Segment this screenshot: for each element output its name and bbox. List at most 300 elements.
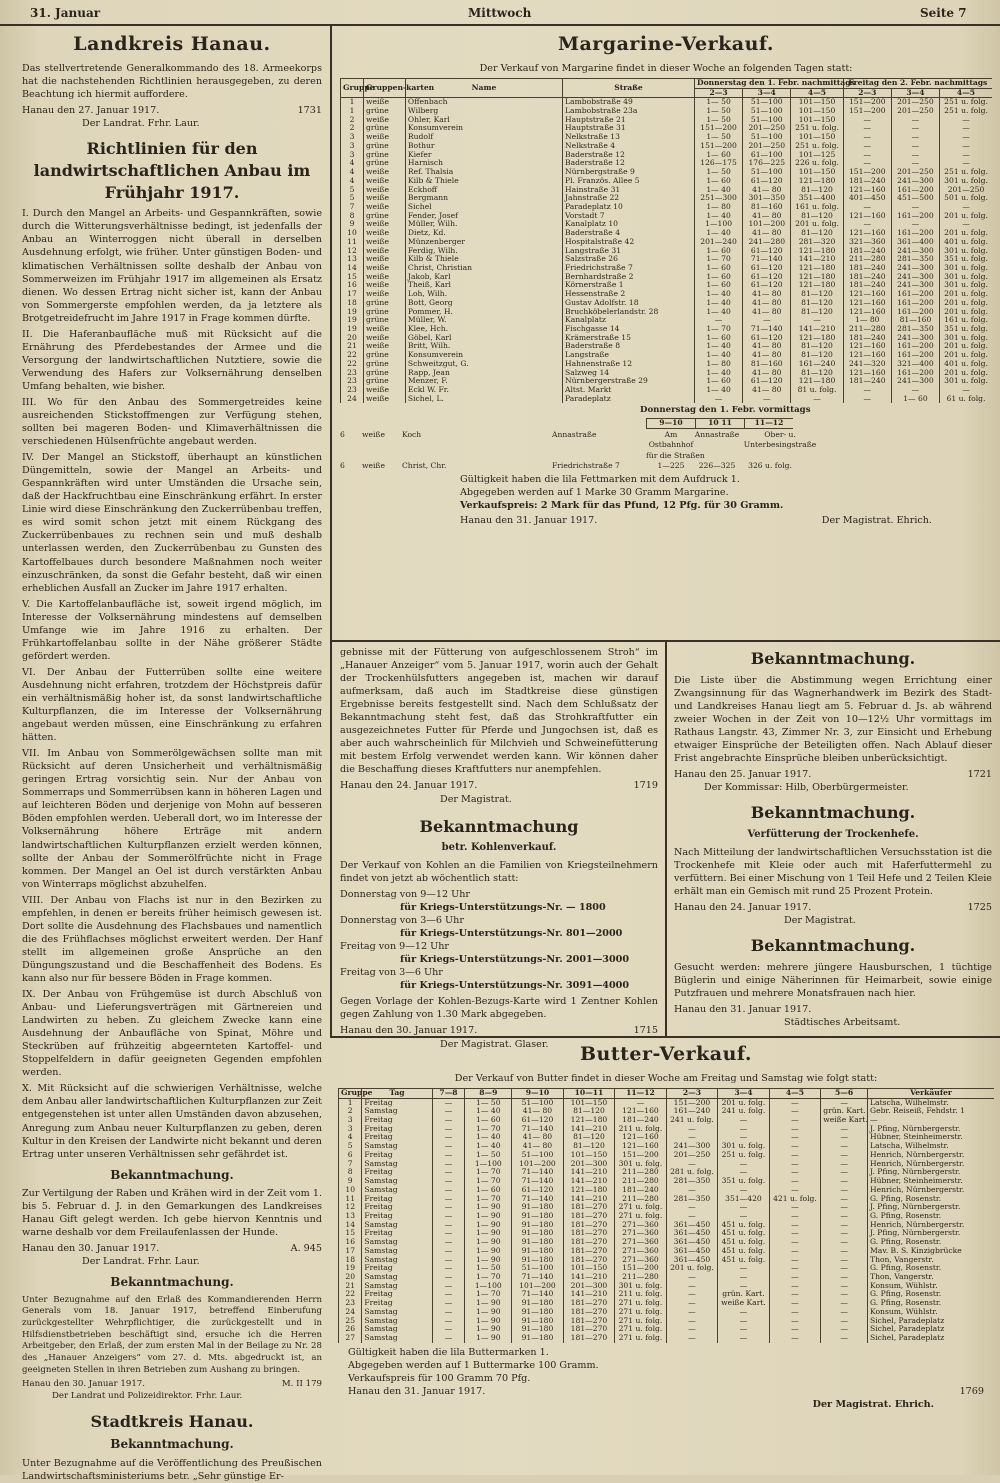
margarine-cell: Hauptstraße 31 (563, 124, 695, 133)
margarine-cell: Baderstraße 12 (563, 151, 695, 160)
kohlen-line-1 (340, 888, 658, 914)
stadtkreis-title: Stadtkreis Hanau. (90, 1411, 254, 1431)
butter-cell: — (432, 1264, 465, 1273)
margarine-cell: 3 (341, 151, 364, 160)
butter-cell: — (769, 1142, 821, 1151)
margarine-cell: grüne (364, 107, 406, 116)
butter-cell: 1— 70 (465, 1177, 512, 1186)
butter-cell: 61—120 (512, 1116, 564, 1125)
butter-cell: — (432, 1221, 465, 1230)
margarine-cell: 41— 80 (743, 212, 791, 221)
margarine-cell: 3 (341, 133, 364, 142)
margarine-cell: weiße (364, 334, 406, 343)
butter-cell: 10 (339, 1186, 362, 1195)
butter-cell: — (769, 1160, 821, 1169)
landkreis-text: Das stellvertretende Generalkommando des 18. Armeekorps hat die nachstehenden Richtlinien herausgegeben, zu deren Beachtung ich hiermit auffordere. (22, 62, 322, 100)
butter-cell: Konsum, Wühlstr. (868, 1282, 994, 1291)
margarine-cell: Nelkstraße 13 (563, 133, 695, 142)
margarine-cell: Hauptstraße 21 (563, 116, 695, 125)
margarine-cell: — (891, 151, 939, 160)
margarine-cell: Menzer, F. (405, 377, 562, 386)
margarine-cell: weiße (364, 264, 406, 273)
butter-cell: 301 u. folg. (615, 1160, 667, 1169)
margarine-cell: — (843, 142, 891, 151)
butter-cell: 271 u. folg. (615, 1299, 667, 1308)
tm-strasse: Annastraße (552, 429, 597, 439)
butter-row (339, 1107, 995, 1116)
margarine-cell: 181—240 (843, 281, 891, 290)
guideline-title: Richtlinien für den landwirtschaftlichen Anbau im Frühjahr 1917. (33, 139, 311, 202)
margarine-cell: 201 u. folg. (940, 299, 992, 308)
butter-cell: Henrich, Nürnbergerstr. (868, 1160, 994, 1169)
butter-cell: 181—270 (563, 1221, 615, 1230)
margarine-cell: 201 u. folg. (940, 342, 992, 351)
butter-cell: 101—200 (512, 1282, 564, 1291)
margarine-cell: 361—400 (891, 238, 939, 247)
margarine-cell: 81—120 (791, 186, 843, 195)
margarine-head-name: Name (405, 78, 562, 97)
margarine-cell: 211—280 (843, 325, 891, 334)
butter-cell: 1— 90 (465, 1203, 512, 1212)
butter-cell: — (718, 1160, 770, 1169)
margarine-cell: 161—200 (891, 212, 939, 221)
butter-cell: — (432, 1203, 465, 1212)
butter-cell: 301 u. folg. (615, 1282, 667, 1291)
margarine-cell: 41— 80 (743, 290, 791, 299)
kohlen-line-4-range: für Kriegs-Unterstützungs-Nr. 3091—4000 (400, 980, 630, 992)
margarine-cell: 151—200 (843, 98, 891, 107)
margarine-cell: 161 u. folg. (940, 316, 992, 325)
margarine-cell: grüne (364, 316, 406, 325)
margarine-sub-f3: 4—5 (940, 88, 992, 98)
butter-cell: — (718, 1203, 770, 1212)
margarine-cell: 201 u. folg. (940, 369, 992, 378)
butter-cell: 351 u. folg. (718, 1177, 770, 1186)
butter-cell: — (821, 1282, 868, 1291)
butter-cell: G. Pfing, Rosenstr. (868, 1238, 994, 1247)
butter-header-cell: 11—12 (615, 1088, 667, 1098)
margarine-cell: weiße (364, 186, 406, 195)
margarine-cell: 41— 80 (743, 308, 791, 317)
arbeitsamt-date: Hanau den 31. Januar 1917. (674, 1003, 812, 1015)
butter-cell: — (432, 1125, 465, 1134)
butter-cell: 151—200 (666, 1098, 718, 1107)
butter-number: 1769 (959, 1385, 984, 1397)
wagner-date: Hanau den 25. Januar 1917. (674, 769, 812, 781)
butter-cell: 1— 90 (465, 1299, 512, 1308)
butter-cell: 61—120 (512, 1186, 564, 1195)
margarine-cell: weiße (364, 98, 406, 107)
butter-cell: — (821, 1142, 868, 1151)
margarine-cell: grüne (364, 369, 406, 378)
tm-gruppe: 6 (340, 429, 345, 439)
margarine-cell: Paradeplatz 10 (563, 203, 695, 212)
margarine-cell: weiße (364, 238, 406, 247)
butter-cell: 251 u. folg. (718, 1151, 770, 1160)
butter-cell: 26 (339, 1325, 362, 1334)
tm2-gruppe: 6 (340, 460, 345, 470)
margarine-cell: 226 u. folg. (791, 159, 843, 168)
margarine-cell: 1— 80 (843, 316, 891, 325)
margarine-cell: weiße (364, 133, 406, 142)
margarine-cell: 13 (341, 255, 364, 264)
butter-cell: — (432, 1282, 465, 1291)
butter-cell: Samstag (362, 1247, 432, 1256)
butter-cell: — (432, 1273, 465, 1282)
margarine-cell: 1— 40 (694, 351, 742, 360)
butter-cell: — (718, 1125, 770, 1134)
margarine-abgabe: Abgegeben werden auf 1 Marke 30 Gramm Margarine. (460, 487, 729, 499)
butter-cell: G. Pfing, Rosenstr. (868, 1195, 994, 1204)
butter-cell: 241 u. folg. (718, 1107, 770, 1116)
butter-cell: 271 u. folg. (615, 1203, 667, 1212)
margarine-cell: weiße (364, 386, 406, 395)
margarine-cell: 1— 40 (694, 386, 742, 395)
butter-cell: 271—360 (615, 1247, 667, 1256)
margarine-cell: Kanalplatz 10 (563, 220, 695, 229)
butter-cell: — (769, 1256, 821, 1265)
margarine-cell: 141—210 (791, 255, 843, 264)
butter-header-cell: 5—6 (821, 1088, 868, 1098)
butter-cell: 71—140 (512, 1125, 564, 1134)
margarine-cell: — (791, 395, 843, 404)
butter-cell: 16 (339, 1238, 362, 1247)
stadtkreis-subtitle: Bekanntmachung. (110, 1437, 234, 1452)
margarine-cell: Harnisch (405, 159, 562, 168)
butter-cell: — (432, 1256, 465, 1265)
margarine-cell: 61—100 (743, 151, 791, 160)
margarine-cell: 1— 40 (694, 369, 742, 378)
butter-cell: 271 u. folg. (615, 1212, 667, 1221)
butter-cell: — (769, 1116, 821, 1125)
butter-cell: Samstag (362, 1282, 432, 1291)
butter-cell: G. Pfing, Rosenstr. (868, 1299, 994, 1308)
tm-name: Koch (402, 429, 422, 439)
guideline-item-7: VII. Im Anbau von Sommerölgewächsen sollte man mit Rücksicht auf deren Unsicherheit und verhältnismäßig geringen Ertrag vorsichtig sein. Nur der Anbau von Sommerraps und Sommerrübsen kann in höheren Lagen und auf leichteren Böden und derjenige von Mohn auf besseren Böden empfohlen werden. Ueberall dort, wo im Interesse der Volksernährung höhere Erträge mit andern landwirtschaftlichen Kulturpflanzen erzielt werden können, sollte der Anbau der Sommerölfrüchte nicht in Frage kommen. Der Mangel an Oel ist durch verstärkten Anbau von Winterraps möglichst abzuhelfen. (22, 748, 322, 890)
margarine-cell: 211—280 (843, 255, 891, 264)
margarine-cell: 18 (341, 299, 364, 308)
butter-cell: 271 u. folg. (615, 1317, 667, 1326)
margarine-cell: 1— 60 (694, 281, 742, 290)
margarine-cell: 1—100 (694, 220, 742, 229)
butter-cell: 1— 70 (465, 1273, 512, 1282)
margarine-cell: 61—120 (743, 247, 791, 256)
butter-cell: 181—270 (563, 1203, 615, 1212)
einberufung-number: M. II 179 (281, 1379, 322, 1390)
butter-cell: — (868, 1116, 994, 1125)
margarine-cell: 1— 50 (694, 116, 742, 125)
butter-cell: J. Pfing, Nürnbergerstr. (868, 1229, 994, 1238)
margarine-cell: 51—100 (743, 133, 791, 142)
butter-cell: Samstag (362, 1317, 432, 1326)
margarine-cell: 61—120 (743, 334, 791, 343)
margarine-cell: 81—120 (791, 290, 843, 299)
margarine-cell: Salzstraße 26 (563, 255, 695, 264)
margarine-cell: 241—300 (891, 273, 939, 282)
margarine-cell: Bothur (405, 142, 562, 151)
butter-cell: — (718, 1186, 770, 1195)
margarine-cell: 15 (341, 273, 364, 282)
butter-table-body (339, 1098, 995, 1343)
butter-date: Hanau den 31. Januar 1917. (348, 1385, 486, 1397)
kohlen-date: Hanau den 30. Januar 1917. (340, 1025, 478, 1037)
butter-cell: 15 (339, 1229, 362, 1238)
margarine-cell: 41— 80 (743, 299, 791, 308)
butter-cell: 181—270 (563, 1308, 615, 1317)
butter-cell: 81—120 (563, 1133, 615, 1142)
margarine-cell: 101—150 (791, 98, 843, 107)
margarine-cell: 401 u. folg. (940, 238, 992, 247)
margarine-cell: 301 u. folg. (940, 264, 992, 273)
margarine-row (341, 124, 993, 133)
margarine-cell: Sichel, L. (405, 395, 562, 404)
margarine-cell: Christ, Christian (405, 264, 562, 273)
butter-cell: G. Pfing, Rosenstr. (868, 1290, 994, 1299)
butter-cell: — (432, 1290, 465, 1299)
butter-cell: 101—150 (563, 1151, 615, 1160)
margarine-cell: 121—180 (791, 177, 843, 186)
butter-cell: — (769, 1177, 821, 1186)
butter-cell: 211—280 (615, 1195, 667, 1204)
butter-cell: — (821, 1098, 868, 1107)
margarine-cell: 161—200 (891, 299, 939, 308)
margarine-cell: 101—150 (791, 107, 843, 116)
butter-cell: — (666, 1290, 718, 1299)
margarine-cell: 201 u. folg. (940, 212, 992, 221)
margarine-cell: Ohler, Karl (405, 116, 562, 125)
margarine-cell: Bergmann (405, 194, 562, 203)
butter-cell: 451 u. folg. (718, 1238, 770, 1247)
butter-cell: 91—180 (512, 1325, 564, 1334)
butter-cell: 14 (339, 1221, 362, 1230)
margarine-table-body (341, 98, 993, 404)
butter-cell: — (666, 1334, 718, 1343)
margarine-cell: Eckl W. Fr. (405, 386, 562, 395)
butter-cell: 121—180 (563, 1186, 615, 1195)
butter-cell: — (821, 1221, 868, 1230)
butter-cell: 91—180 (512, 1229, 564, 1238)
margarine-cell: — (940, 220, 992, 229)
margarine-cell: — (843, 395, 891, 404)
butter-cell: 41— 80 (512, 1107, 564, 1116)
butter-cell: — (432, 1160, 465, 1169)
margarine-cell: 20 (341, 334, 364, 343)
butter-abgabe: Abgegeben werden auf 1 Buttermarke 100 Gramm. (348, 1359, 599, 1371)
margarine-cell: Konsumverein (405, 351, 562, 360)
kohlen-line-4 (340, 966, 658, 992)
margarine-cell: 251 u. folg. (940, 98, 992, 107)
margarine-cell: grüne (364, 299, 406, 308)
margarine-cell: 161—200 (891, 308, 939, 317)
margarine-cell: 241—300 (891, 177, 939, 186)
butter-cell: 91—180 (512, 1221, 564, 1230)
butter-cell: 19 (339, 1264, 362, 1273)
margarine-cell: 1— 70 (694, 325, 742, 334)
margarine-cell: 1— 60 (694, 273, 742, 282)
margarine-cell: 301 u. folg. (940, 177, 992, 186)
raben-text: Zur Vertilgung der Raben und Krähen wird in der Zeit vom 1. bis 5. Februar d. J. in den Gemarkungen des Landkreises Hanau Gift gelegt werden. Ich gebe hiervon Kenntnis und warne deshalb vor dem Freilaufenlassen der Hunde. (22, 1187, 322, 1239)
butter-cell: 101—200 (512, 1160, 564, 1169)
header-weekday: Mittwoch (468, 6, 532, 20)
margarine-cell: 41— 80 (743, 229, 791, 238)
margarine-cell: 1— 40 (694, 186, 742, 195)
butter-cell: 141—210 (563, 1290, 615, 1299)
butter-cell: Samstag (362, 1334, 432, 1343)
kohlen-outro: Gegen Vorlage der Kohlen-Bezugs-Karte wird 1 Zentner Kohlen gegen Zahlung von 1.30 Mark abgegeben. (340, 996, 658, 1021)
margarine-cell: 19 (341, 308, 364, 317)
column-rule-mid (665, 642, 667, 1036)
butter-cell: — (821, 1203, 868, 1212)
margarine-cell: grüne (364, 351, 406, 360)
butter-cell: — (769, 1107, 821, 1116)
butter-header-cell: 7—8 (432, 1088, 465, 1098)
raben-signature: Der Landrat. Frhr. Laur. (82, 1256, 200, 1268)
butter-cell: — (769, 1308, 821, 1317)
butter-cell: 201 u. folg. (666, 1264, 718, 1273)
margarine-cell: 121—160 (843, 308, 891, 317)
margarine-cell: 401—450 (843, 194, 891, 203)
butter-cell: — (615, 1098, 667, 1107)
tm2-range-3: 326 u. folg. (748, 460, 792, 470)
butter-cell: — (432, 1308, 465, 1317)
margarine-cell: — (843, 159, 891, 168)
margarine-cell: 121—160 (843, 229, 891, 238)
margarine-cell: 81—160 (743, 360, 791, 369)
margarine-cell: Rudolf (405, 133, 562, 142)
margarine-cell: — (843, 203, 891, 212)
margarine-cell: Baderstraße 8 (563, 342, 695, 351)
butter-cell: Sichel, Paradeplatz (868, 1334, 994, 1343)
margarine-cell: Baderstraße 4 (563, 229, 695, 238)
margarine-head-karten: Gruppen-karten (364, 78, 406, 97)
margarine-cell: 61 u. folg. (940, 395, 992, 404)
margarine-cell: 241—320 (843, 360, 891, 369)
butter-cell: 211 u. folg. (615, 1290, 667, 1299)
butter-cell: — (769, 1186, 821, 1195)
margarine-cell: grüne (364, 308, 406, 317)
kohlen-subtitle: betr. Kohlenverkauf. (441, 842, 557, 854)
butter-cell: — (821, 1186, 868, 1195)
margarine-row (341, 177, 993, 186)
margarine-cell: Nürnbergerstraße 29 (563, 377, 695, 386)
margarine-validity: Gültigkeit haben die lila Fettmarken mit dem Aufdruck 1. (460, 474, 740, 486)
butter-cell: 141—210 (563, 1177, 615, 1186)
butter-cell: 91—180 (512, 1299, 564, 1308)
butter-cell: J. Pfing, Nürnbergerstr. (868, 1125, 994, 1134)
butter-cell: 1— 40 (465, 1107, 512, 1116)
margarine-cell: Ferdig, Wilh. (405, 247, 562, 256)
margarine-row (341, 98, 993, 107)
margarine-cell: 10 (341, 229, 364, 238)
margarine-cell: — (891, 159, 939, 168)
butter-cell: Sichel, Paradeplatz (868, 1325, 994, 1334)
butter-cell: — (666, 1203, 718, 1212)
butter-cell: Freitag (362, 1133, 432, 1142)
margarine-cell: Kilb & Thiele (405, 177, 562, 186)
margarine-cell: 181—240 (843, 247, 891, 256)
margarine-cell: 201 u. folg. (791, 220, 843, 229)
margarine-cell: 1— 50 (694, 168, 742, 177)
butter-cell: 20 (339, 1273, 362, 1282)
margarine-cell: Lambobstraße 49 (563, 98, 695, 107)
margarine-cell: 201 u. folg. (940, 308, 992, 317)
butter-cell: 1— 70 (465, 1168, 512, 1177)
butter-cell: — (432, 1325, 465, 1334)
margarine-cell: — (843, 386, 891, 395)
butter-cell: — (821, 1273, 868, 1282)
butter-intro: Der Verkauf von Butter findet in dieser Woche am Freitag und Samstag wie folgt statt: (454, 1072, 878, 1084)
butter-header-cell: 2—3 (666, 1088, 718, 1098)
butter-cell: 7 (339, 1160, 362, 1169)
butter-cell: — (432, 1212, 465, 1221)
margarine-row (341, 133, 993, 142)
margarine-cell: — (843, 124, 891, 133)
butter-header-cell: 3—4 (718, 1088, 770, 1098)
margarine-cell: 251 u. folg. (791, 142, 843, 151)
butter-cell: Freitag (362, 1229, 432, 1238)
margarine-cell: 251—300 (694, 194, 742, 203)
kohlen-line-1-range: für Kriegs-Unterstützungs-Nr. — 1800 (400, 902, 606, 914)
middle-left-column (340, 646, 658, 1050)
butter-cell: — (821, 1247, 868, 1256)
margarine-cell: weiße (364, 229, 406, 238)
butter-cell: — (432, 1247, 465, 1256)
margarine-cell: 501 u. folg. (940, 194, 992, 203)
margarine-cell: 1— 60 (694, 151, 742, 160)
butter-cell: Freitag (362, 1116, 432, 1125)
margarine-cell: 51—100 (743, 98, 791, 107)
butter-cell: — (718, 1334, 770, 1343)
butter-cell: 361—450 (666, 1238, 718, 1247)
kohlen-line-1-time: Donnerstag von 9—12 Uhr (340, 889, 471, 900)
margarine-cell: 181—240 (843, 264, 891, 273)
butter-cell: Latscha, Wilhelmstr. (868, 1098, 994, 1107)
butter-cell: 361—450 (666, 1221, 718, 1230)
butter-cell: 361—450 (666, 1247, 718, 1256)
margarine-cell: 241—300 (891, 334, 939, 343)
margarine-cell: 1— 40 (694, 212, 742, 221)
butter-cell: Hübner, Steinheimerstr. (868, 1133, 994, 1142)
butter-cell: — (821, 1334, 868, 1343)
header-page-number: Seite 7 (920, 6, 967, 20)
butter-cell: 81—120 (563, 1142, 615, 1151)
margarine-cell: Salzweg 14 (563, 369, 695, 378)
butter-cell: 181—270 (563, 1317, 615, 1326)
margarine-cell: — (891, 220, 939, 229)
butter-cell: 6 (339, 1151, 362, 1160)
margarine-cell: 351 u. folg. (940, 325, 992, 334)
butter-cell: 181—270 (563, 1229, 615, 1238)
butter-cell: 1— 50 (465, 1098, 512, 1107)
landkreis-title: Landkreis Hanau. (73, 33, 271, 55)
margarine-cell: 1— 40 (694, 299, 742, 308)
margarine-cell: weiße (364, 247, 406, 256)
margarine-cell: Kilb & Thiele (405, 255, 562, 264)
margarine-cell: Sichel (405, 203, 562, 212)
butter-header-row (339, 1088, 995, 1098)
margarine-cell: 121—180 (791, 247, 843, 256)
margarine-cell: — (940, 151, 992, 160)
margarine-cell: Münzenberger (405, 238, 562, 247)
butter-cell: — (769, 1238, 821, 1247)
butter-cell: Samstag (362, 1177, 432, 1186)
butter-cell: — (666, 1273, 718, 1282)
guideline-item-9: IX. Der Anbau von Frühgemüse ist durch Abschluß von Anbau- und Lieferungsverträgen mit Gärtnereien und Landwirten zu heben. Zu gleichem Zwecke kann eine Ausdehnung der Anbaufläche von Spinat, Möhre und Steckrüben auf frühzeitig abgeernteten Kartoffel- und Stoppelfeldern in dafür geeigneten Gegenden empfohlen werden. (22, 989, 322, 1079)
margarine-cell: — (891, 116, 939, 125)
margarine-cell: 14 (341, 264, 364, 273)
margarine-cell: 301 u. folg. (940, 273, 992, 282)
butter-cell: — (718, 1133, 770, 1142)
